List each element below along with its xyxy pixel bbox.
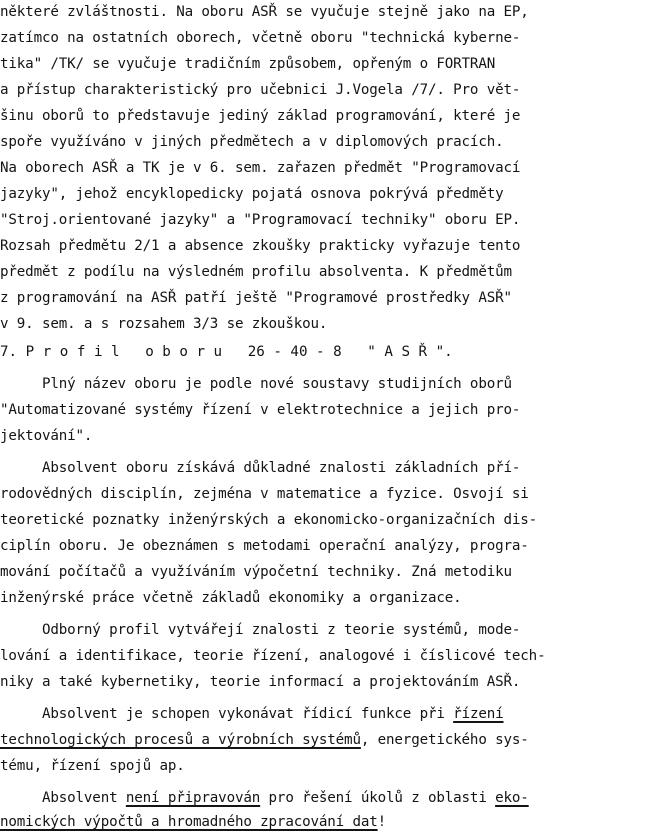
text-line: Absolvent oboru získává důkladné znalosti základních pří- bbox=[0, 460, 521, 476]
text-line: Na oborech ASŘ a TK je v 6. sem. zařazen předmět "Programovací bbox=[0, 160, 521, 176]
text-line: rodovědných disciplín, zejména v matematice a fyzice. Osvojí si bbox=[0, 486, 529, 502]
underlined-text: technologických procesů a výrobních systémů bbox=[0, 732, 361, 748]
text-line: zatímco na ostatních oborech, včetně oboru "technická kyberne- bbox=[0, 30, 521, 46]
text-line bbox=[0, 730, 529, 750]
text-line: Rozsah předmětu 2/1 a absence zkoušky prakticky vyřazuje tento bbox=[0, 238, 521, 254]
text-segment: ! bbox=[377, 814, 387, 830]
text-line bbox=[0, 788, 529, 808]
text-line: z programování na ASŘ patří ještě "Programové prostředky ASŘ" bbox=[0, 290, 512, 306]
underlined-text: není připravován bbox=[125, 790, 261, 806]
text-line: Plný název oboru je podle nové soustavy studijních oborů bbox=[0, 376, 512, 392]
text-line: niky a také kybernetiky, teorie informací a projektováním ASŘ. bbox=[0, 674, 521, 690]
underlined-text: nomických výpočtů a hromadného zpracování dat bbox=[0, 814, 378, 830]
text-line: lování a identifikace, teorie řízení, analogové i číslicové tech- bbox=[0, 648, 546, 664]
text-line: spoře využíváno v jiných předmětech a v diplomových pracích. bbox=[0, 134, 504, 150]
text-line: "Stroj.orientované jazyky" a "Programovací techniky" oboru EP. bbox=[0, 212, 521, 228]
section-heading: 7. P r o f i l o b o r u 26 - 40 - 8 " A S Ř ". bbox=[0, 344, 453, 360]
text-line: a přístup charakteristický pro učebnici J.Vogela /7/. Pro vět- bbox=[0, 82, 521, 98]
text-line: tému, řízení spojů ap. bbox=[0, 758, 185, 774]
text-line: jazyky", jehož encyklopedicky pojatá osnova pokrývá předměty bbox=[0, 186, 504, 202]
text-line: některé zvláštnosti. Na oboru ASŘ se vyučuje stejně jako na EP, bbox=[0, 4, 529, 20]
text-line: "Automatizované systémy řízení v elektrotechnice a jejich pro- bbox=[0, 402, 521, 418]
text-line: předmět z podílu na výsledném profilu absolventa. K předmětům bbox=[0, 264, 512, 280]
text-line bbox=[0, 812, 386, 832]
text-line: tika" /TK/ se vyučuje tradičním způsobem, opřeným o FORTRAN bbox=[0, 56, 496, 72]
text-segment: Absolvent je schopen vykonávat řídicí funkce při bbox=[0, 706, 454, 722]
text-segment: , energetického sys- bbox=[360, 732, 529, 748]
text-line: teoretické poznatky inženýrských a ekonomicko-organizačních dis- bbox=[0, 512, 538, 528]
text-line bbox=[0, 704, 504, 724]
underlined-text: řízení bbox=[453, 706, 504, 722]
text-segment: pro řešení úkolů z oblasti bbox=[260, 790, 496, 806]
text-line: šinu oborů to představuje jediný základ programování, které je bbox=[0, 108, 521, 124]
text-line: mování počítačů a využíváním výpočetní techniky. Zná metodiku bbox=[0, 564, 512, 580]
text-segment: Absolvent bbox=[0, 790, 126, 806]
text-line: Odborný profil vytvářejí znalosti z teorie systémů, mode- bbox=[0, 622, 521, 638]
text-line: jektování". bbox=[0, 428, 93, 444]
text-line: ciplín oboru. Je obeznámen s metodami operační analýzy, progra- bbox=[0, 538, 529, 554]
text-line: inženýrské práce včetně základů ekonomiky a organizace. bbox=[0, 590, 462, 606]
text-line: v 9. sem. a s rozsahem 3/3 se zkouškou. bbox=[0, 316, 328, 332]
underlined-text: eko- bbox=[495, 790, 529, 806]
